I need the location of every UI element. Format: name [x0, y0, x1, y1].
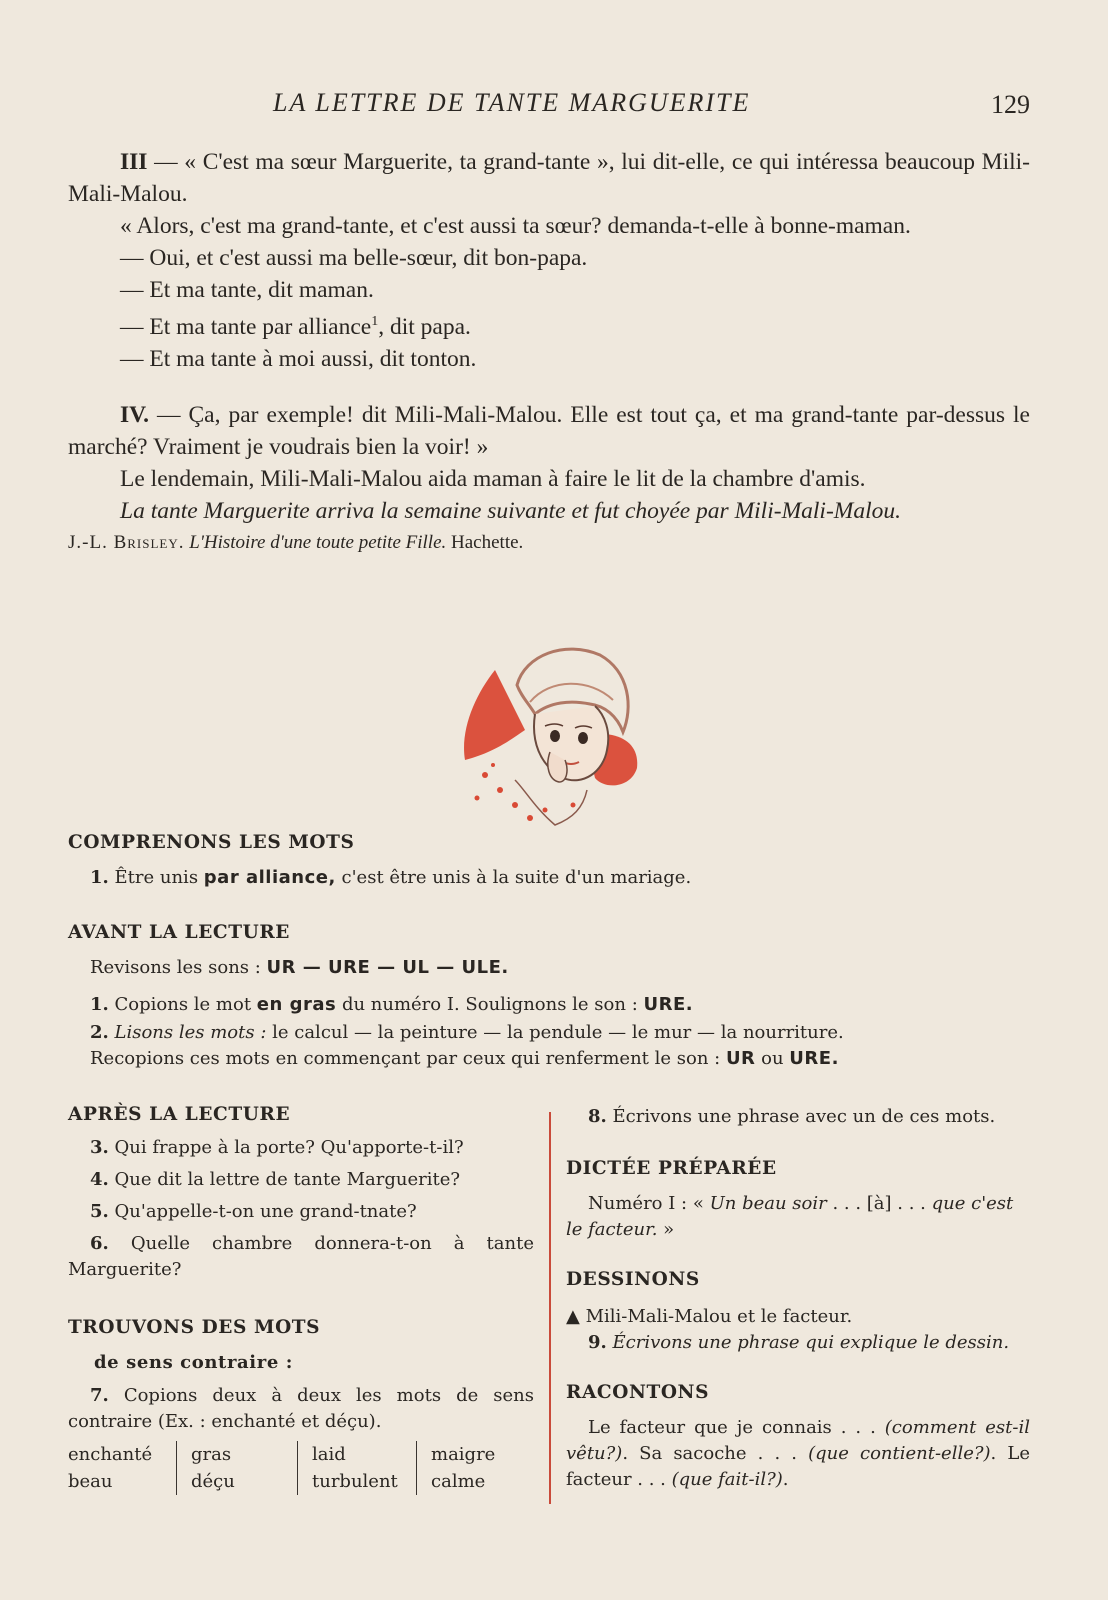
word-column: [68, 1441, 176, 1495]
part-3-text: — « C'est ma sœur Marguerite, ta grand-tante », lui dit-elle, ce qui intéressa beaucoup Mili-Mali-Malou.: [68, 149, 1030, 207]
question-text: Qu'appelle-t-on une grand-tnate?: [108, 1201, 417, 1222]
question-text: Quelle chambre donnera-t-on à tante Marguerite?: [68, 1233, 534, 1280]
attribution: [68, 527, 1030, 559]
question-number: 3.: [90, 1137, 109, 1158]
exercise-text: Écrivons une phrase avec un de ces mots.: [606, 1106, 996, 1127]
exercise-text: le calcul — la peinture — la pendule — le mur — la nourriture.: [266, 1022, 844, 1043]
page-header: [68, 88, 1030, 124]
comprenons-section: [68, 832, 1028, 891]
exercise-8: [566, 1104, 1030, 1130]
dictee-italic: que c'est le facteur.: [566, 1193, 1014, 1240]
apres-title: APRÈS LA LECTURE: [68, 1104, 291, 1125]
dessinons-title: DESSINONS: [566, 1269, 700, 1290]
exercise-2: [68, 1020, 1028, 1046]
exercise-7: [68, 1383, 534, 1435]
left-column: [68, 1104, 534, 1495]
running-title: LA LETTRE DE TANTE MARGUERITE: [273, 88, 751, 117]
story-part-4: [68, 399, 1030, 463]
footnote-marker: 1: [371, 314, 379, 329]
avant-section: [68, 922, 1028, 1072]
revisons-label: Revisons les sons :: [90, 957, 267, 978]
racontons-italic: (comment est-il vêtu?): [566, 1417, 1030, 1464]
attribution-publisher: Hachette.: [451, 531, 524, 553]
item-number: 1.: [90, 867, 109, 888]
comprenons-item: [68, 865, 1028, 891]
part-4-text: — Ça, par exemple! dit Mili-Mali-Malou. Elle est tout ça, et ma grand-tante par-dessus le marché? Vraiment je voudrais bien la voir! »: [68, 401, 1030, 460]
word-column: [297, 1441, 416, 1495]
item-text: Être unis: [108, 867, 204, 888]
exercise-number: 7.: [90, 1385, 109, 1406]
racontons-part: .: [782, 1469, 789, 1490]
dictee-text-part: »: [657, 1219, 675, 1240]
racontons-italic: (que contient-elle?): [808, 1443, 991, 1464]
item-bold-term: par alliance,: [203, 867, 336, 888]
attribution-author: J.-L. Brisley.: [68, 531, 185, 553]
question-item: [68, 1167, 534, 1193]
dialog-line: — Oui, et c'est aussi ma belle-sœur, dit bon-papa.: [120, 245, 588, 271]
item-text: c'est être unis à la suite d'un mariage.: [335, 867, 692, 888]
dictee-label: Numéro I : «: [588, 1193, 710, 1214]
dialog-text: — Et ma tante par alliance: [120, 313, 372, 340]
exercise-9: [566, 1330, 1030, 1356]
revisons-sounds: UR — URE — UL — ULE.: [266, 957, 509, 978]
revisons-line: [68, 955, 1028, 981]
racontons-part: Le facteur que je connais . . .: [588, 1417, 885, 1438]
question-number: 5.: [90, 1201, 109, 1222]
exercise-number: 9.: [588, 1332, 607, 1353]
trouvons-title: TROUVONS DES MOTS: [68, 1317, 321, 1338]
dictee-italic: Un beau soir: [709, 1193, 827, 1214]
exercise-italic: Écrivons une phrase qui explique le dessin.: [606, 1332, 1010, 1353]
word-column: [416, 1441, 523, 1495]
dictee-title: DICTÉE PRÉPARÉE: [566, 1158, 777, 1179]
question-text: Qui frappe à la porte? Qu'apporte-t-il?: [108, 1137, 464, 1158]
dialog-text: , dit papa.: [378, 313, 471, 340]
story-part-3: [68, 146, 1030, 210]
girl-portrait-illustration: [455, 640, 655, 840]
column-divider: [549, 1112, 551, 1504]
dictee-text-part: . . . [à] . . .: [826, 1193, 932, 1214]
exercise-italic: Lisons les mots :: [108, 1022, 267, 1043]
story-text: [68, 146, 1030, 559]
triangle-icon: ▲: [566, 1306, 580, 1327]
avant-title: AVANT LA LECTURE: [68, 922, 291, 943]
page-number: 129: [991, 90, 1030, 119]
exercise-2-line-2: [68, 1046, 1028, 1072]
trouvons-subtitle: de sens contraire :: [94, 1352, 293, 1373]
exercise-text: Copions deux à deux les mots de sens contraire (Ex. : enchanté et déçu).: [68, 1385, 534, 1432]
dialog-line: — Et ma tante à moi aussi, dit tonton.: [120, 345, 477, 372]
word: maigre: [431, 1444, 496, 1465]
exercise-sound: URE.: [643, 994, 694, 1015]
dessinons-text: Mili-Mali-Malou et le facteur.: [579, 1306, 853, 1327]
comprenons-title: COMPRENONS LES MOTS: [68, 832, 355, 853]
racontons-part: . Sa sacoche . . .: [622, 1443, 809, 1464]
apres-list: [68, 1135, 534, 1283]
word: enchanté: [68, 1444, 153, 1465]
dessinons-line: [566, 1304, 1030, 1330]
word-column: [176, 1441, 297, 1495]
question-number: 6.: [90, 1233, 109, 1254]
story-line: Le lendemain, Mili-Mali-Malou aida maman à faire le lit de la chambre d'amis.: [120, 465, 866, 492]
antonym-word-table: [68, 1441, 534, 1495]
word: laid: [312, 1444, 346, 1465]
right-column: [566, 1104, 1030, 1493]
story-italic-line: La tante Marguerite arriva la semaine suivante et fut choyée par Mili-Mali-Malou.: [120, 497, 902, 524]
racontons-part: . Le facteur . . .: [566, 1443, 1030, 1490]
exercise-bold: en gras: [256, 994, 337, 1015]
question-number: 4.: [90, 1169, 109, 1190]
racontons-title: RACONTONS: [566, 1382, 710, 1403]
question-item: [68, 1135, 534, 1161]
exercise-number: 8.: [588, 1106, 607, 1127]
word: beau: [68, 1471, 113, 1492]
word: turbulent: [312, 1471, 398, 1492]
part-4-numeral: IV.: [120, 401, 149, 428]
exercise-number: 1.: [90, 994, 109, 1015]
exercise-text: du numéro I. Soulignons le son :: [336, 994, 644, 1015]
dialog-line: — Et ma tante, dit maman.: [120, 277, 374, 303]
exercise-sound: UR: [725, 1048, 756, 1069]
word: calme: [431, 1471, 486, 1492]
exercise-number: 2.: [90, 1022, 109, 1043]
dictee-text: [566, 1191, 1030, 1243]
exercise-text: Copions le mot: [108, 994, 257, 1015]
word: gras: [191, 1444, 232, 1465]
exercise-sound: URE.: [789, 1048, 839, 1069]
question-text: Que dit la lettre de tante Marguerite?: [108, 1169, 461, 1190]
story-line: « Alors, c'est ma grand-tante, et c'est aussi ta sœur? demanda-t-elle à bonne-maman.: [120, 213, 911, 239]
exercise-1: [68, 992, 1028, 1018]
exercise-text: Recopions ces mots en commençant par ceux qui renferment le son :: [90, 1048, 726, 1069]
racontons-italic: (que fait-il?): [671, 1469, 783, 1490]
question-item: [68, 1231, 534, 1283]
word: déçu: [191, 1471, 235, 1492]
question-item: [68, 1199, 534, 1225]
dialog-line-alliance: [68, 306, 1030, 343]
racontons-text: [566, 1415, 1030, 1493]
exercise-text: ou: [755, 1048, 790, 1069]
attribution-book: L'Histoire d'une toute petite Fille.: [189, 531, 447, 553]
part-3-numeral: III: [120, 149, 148, 175]
